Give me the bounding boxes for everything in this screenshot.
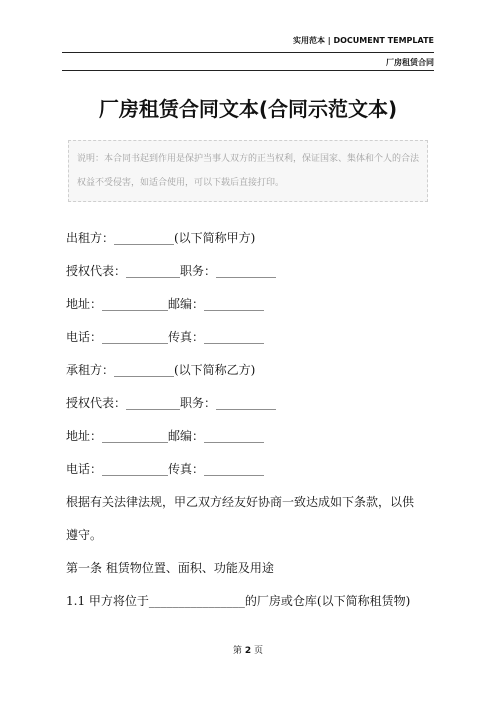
article-heading: 第一条 租赁物位置、面积、功能及用途	[66, 561, 274, 575]
lessor-line: 出租方：__________(以下简称甲方)	[66, 231, 256, 245]
clause-1-1: 1.1 甲方将位于________________的厂房或仓库(以下简称租赁物)	[66, 594, 411, 608]
lessee-phone-line: 电话：___________传真：__________	[66, 462, 265, 476]
notice-box	[68, 140, 428, 202]
lessee-line: 承租方：__________(以下简称乙方)	[66, 363, 256, 377]
notice-text: 说明：本合同书起到作用是保护当事人双方的正当权利，保证国家、集体和个人的合法权益不受侵害，如适合使用，可以下载后直接打印。	[77, 154, 420, 188]
page-number: 2	[244, 646, 252, 656]
lessee-representative-line: 授权代表：_________职务：__________	[66, 396, 277, 410]
page-prefix: 第	[232, 646, 242, 656]
header-doc-name: 厂房租赁合同	[386, 58, 434, 67]
header-divider	[62, 52, 434, 53]
lessor-representative-line: 授权代表：_________职务：__________	[66, 264, 277, 278]
lessor-phone-line: 电话：___________传真：__________	[66, 330, 265, 344]
page-footer	[0, 643, 496, 656]
header-divider-secondary	[62, 70, 434, 71]
lessor-address-line: 地址：___________邮编：__________	[66, 297, 265, 311]
lessee-address-line: 地址：___________邮编：__________	[66, 429, 265, 443]
page-suffix: 页	[254, 646, 264, 656]
document-title: 厂房租赁合同文本(合同示范文本)	[98, 97, 398, 121]
preamble-line: 根据有关法律法规，甲乙双方经友好协商一致达成如下条款，以供	[66, 495, 415, 509]
header-label: 实用范本 | DOCUMENT TEMPLATE	[293, 36, 434, 45]
preamble-line-continued: 遵守。	[66, 528, 103, 542]
